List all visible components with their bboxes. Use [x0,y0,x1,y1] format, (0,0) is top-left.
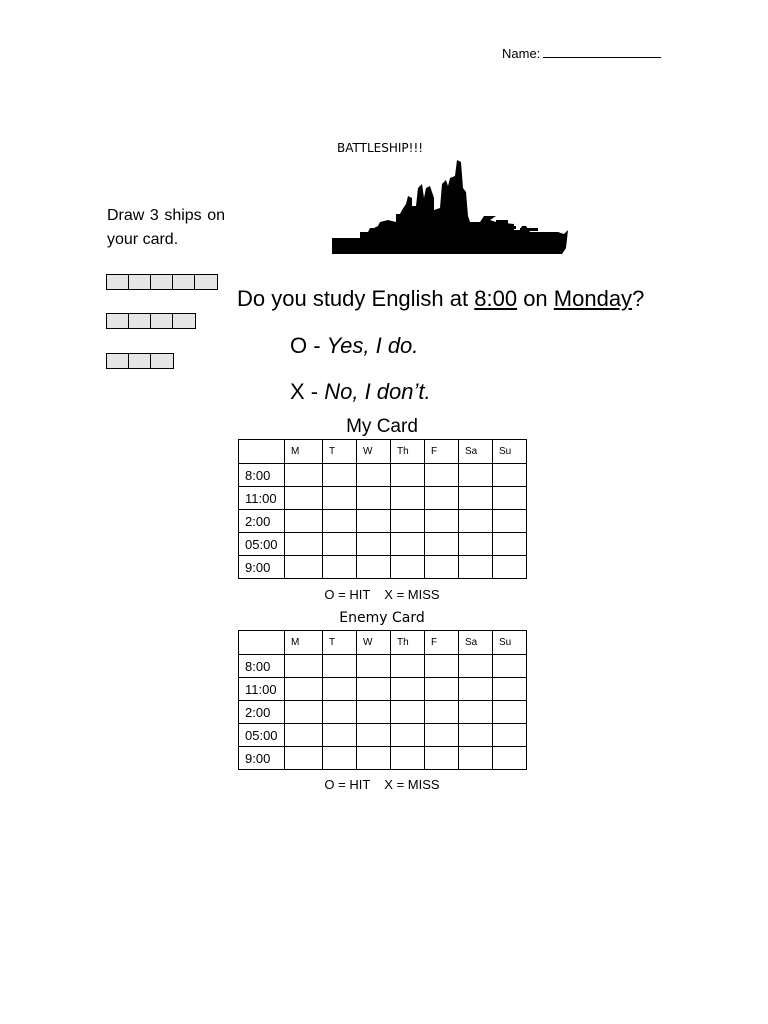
grid-cell[interactable] [323,701,357,724]
grid-cell[interactable] [459,510,493,533]
grid-cell[interactable] [357,533,391,556]
grid-cell[interactable] [285,678,323,701]
page-title: BATTLESHIP!!! [337,141,424,155]
grid-row [239,556,527,579]
ship-cell[interactable] [151,354,173,368]
grid-cell[interactable] [391,701,425,724]
grid-cell[interactable] [425,701,459,724]
battleship-silhouette-image [330,158,570,258]
grid-cell[interactable] [357,724,391,747]
legend-hit: O = HIT [324,777,371,792]
grid-cell[interactable] [391,655,425,678]
ship-cell[interactable] [107,354,129,368]
grid-cell[interactable] [459,678,493,701]
day-header: Su [493,440,527,464]
grid-cell[interactable] [493,464,527,487]
grid-cell[interactable] [493,533,527,556]
enemy-card-grid [238,630,527,770]
ship-cell[interactable] [151,275,173,289]
ship-cell[interactable] [173,314,195,328]
grid-cell[interactable] [391,747,425,770]
my-card-legend [238,587,526,602]
ship-cell[interactable] [129,275,151,289]
legend-hit: O = HIT [324,587,371,602]
my-card-title: My Card [346,416,418,437]
question-suffix: ? [632,286,645,311]
grid-cell[interactable] [425,678,459,701]
time-label: 11:00 [239,487,285,510]
grid-cell[interactable] [323,533,357,556]
grid-cell[interactable] [285,724,323,747]
grid-cell[interactable] [391,487,425,510]
grid-cell[interactable] [323,510,357,533]
answer-yes [290,333,418,359]
grid-cell[interactable] [493,556,527,579]
grid-cell[interactable] [323,655,357,678]
day-header: Sa [459,440,493,464]
grid-cell[interactable] [357,747,391,770]
day-header: W [357,440,391,464]
grid-cell[interactable] [285,701,323,724]
grid-cell[interactable] [357,464,391,487]
grid-cell[interactable] [285,533,323,556]
day-header: Th [391,631,425,655]
grid-cell[interactable] [391,724,425,747]
grid-row [239,655,527,678]
grid-cell[interactable] [425,487,459,510]
grid-row [239,510,527,533]
grid-row [239,747,527,770]
day-header: T [323,440,357,464]
day-header: M [285,440,323,464]
grid-cell[interactable] [285,464,323,487]
ship-cell[interactable] [107,314,129,328]
enemy-card-title: Enemy Card [339,610,425,626]
answer-text: No, I don’t. [324,379,431,404]
grid-header-row [239,440,527,464]
grid-cell[interactable] [285,747,323,770]
grid-cell[interactable] [285,655,323,678]
grid-cell[interactable] [323,487,357,510]
grid-cell[interactable] [425,533,459,556]
name-field[interactable] [502,45,661,61]
grid-cell[interactable] [357,678,391,701]
grid-row [239,464,527,487]
question-prefix: Do you study English at [237,286,475,311]
grid-cell[interactable] [493,678,527,701]
enemy-card-legend [238,777,526,792]
my-card-grid [238,439,527,579]
grid-cell[interactable] [493,747,527,770]
grid-cell[interactable] [493,655,527,678]
grid-cell[interactable] [425,655,459,678]
grid-row [239,487,527,510]
grid-cell[interactable] [357,701,391,724]
time-label: 8:00 [239,464,285,487]
day-header: M [285,631,323,655]
answer-symbol: X - [290,379,325,404]
grid-cell[interactable] [459,655,493,678]
grid-cell[interactable] [391,533,425,556]
grid-cell[interactable] [285,510,323,533]
grid-row [239,678,527,701]
time-label: 9:00 [239,747,285,770]
grid-cell[interactable] [459,724,493,747]
grid-cell[interactable] [323,724,357,747]
grid-cell[interactable] [459,556,493,579]
answer-symbol: O - [290,333,327,358]
day-header: Su [493,631,527,655]
grid-cell[interactable] [323,464,357,487]
grid-row [239,533,527,556]
grid-cell[interactable] [323,556,357,579]
grid-cell[interactable] [493,510,527,533]
instructions-text: Draw 3 ships on your card. [107,207,225,248]
legend-miss: X = MISS [384,777,440,792]
day-header: Th [391,440,425,464]
answer-text: Yes, I do. [326,333,419,358]
ship-cell[interactable] [151,314,173,328]
grid-cell[interactable] [391,556,425,579]
grid-cell[interactable] [323,678,357,701]
ship-cell[interactable] [129,354,151,368]
question-day: Monday [553,286,633,311]
grid-cell[interactable] [459,701,493,724]
time-label: 2:00 [239,701,285,724]
grid-cell[interactable] [357,487,391,510]
grid-cell[interactable] [357,655,391,678]
grid-cell[interactable] [459,747,493,770]
ship-5-cells[interactable] [106,274,218,290]
name-blank-line[interactable] [543,45,661,58]
grid-cell[interactable] [425,556,459,579]
ship-cell[interactable] [173,275,195,289]
time-label: 2:00 [239,510,285,533]
question-time: 8:00 [474,286,518,311]
day-header: F [425,440,459,464]
grid-cell[interactable] [285,556,323,579]
legend-miss: X = MISS [384,587,440,602]
ship-cell[interactable] [195,275,217,289]
ship-3-cells[interactable] [106,353,174,369]
corner-cell [239,440,285,464]
grid-cell[interactable] [425,464,459,487]
grid-cell[interactable] [391,678,425,701]
grid-cell[interactable] [493,487,527,510]
grid-cell[interactable] [425,747,459,770]
grid-cell[interactable] [493,701,527,724]
time-label: 05:00 [239,533,285,556]
grid-cell[interactable] [425,724,459,747]
grid-cell[interactable] [357,510,391,533]
question-middle: on [517,286,554,311]
grid-cell[interactable] [323,747,357,770]
ship-cell[interactable] [107,275,129,289]
grid-cell[interactable] [285,487,323,510]
ship-4-cells[interactable] [106,313,196,329]
grid-cell[interactable] [459,464,493,487]
grid-row [239,701,527,724]
question-text [237,286,644,312]
day-header: Sa [459,631,493,655]
grid-cell[interactable] [357,556,391,579]
grid-cell[interactable] [459,487,493,510]
grid-cell[interactable] [391,510,425,533]
time-label: 9:00 [239,556,285,579]
time-label: 8:00 [239,655,285,678]
time-label: 11:00 [239,678,285,701]
day-header: W [357,631,391,655]
corner-cell [239,631,285,655]
time-label: 05:00 [239,724,285,747]
day-header: T [323,631,357,655]
day-header: F [425,631,459,655]
ship-cell[interactable] [129,314,151,328]
answer-no [290,379,431,405]
grid-header-row [239,631,527,655]
grid-row [239,724,527,747]
grid-cell[interactable] [493,724,527,747]
grid-cell[interactable] [459,533,493,556]
name-label: Name: [502,46,541,61]
grid-cell[interactable] [391,464,425,487]
grid-cell[interactable] [425,510,459,533]
